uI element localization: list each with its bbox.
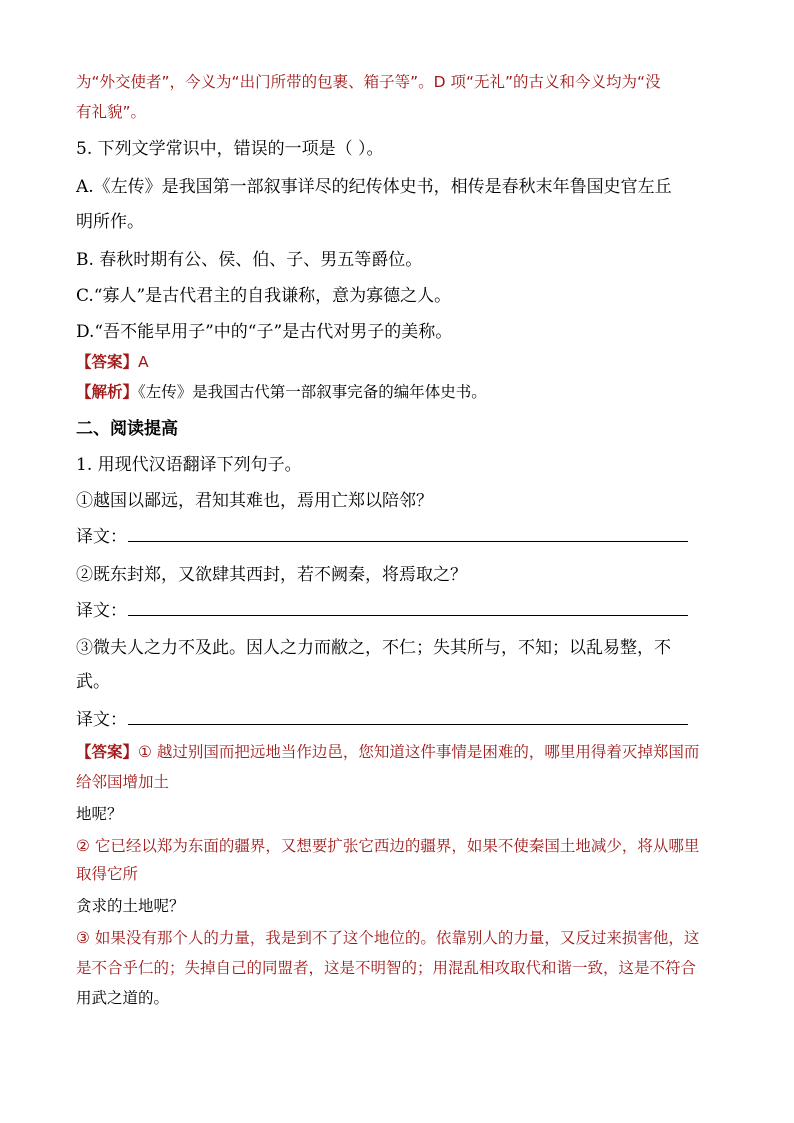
sentence-3: ③微夫人之力不及此。因人之力而敝之，不仁；失其所与，不知；以乱易整，不 [76, 638, 671, 658]
option-a: A.《左传》是我国第一部叙事详尽的纪传体史书，相传是春秋末年鲁国史官左丘 [76, 177, 672, 197]
translation-blank-3[interactable] [128, 724, 688, 725]
sentence-2: ②既东封郑，又欲肆其西封，若不阙秦，将焉取之？ [76, 565, 467, 585]
answer-row [76, 350, 149, 372]
analysis-row [76, 380, 487, 402]
answer-1-text: ① 越过别国而把远地当作边邑，您知道这件事情是困难的，哪里用得着灭掉郑国而 [138, 743, 700, 761]
section-heading: 二、阅读提高 [76, 419, 178, 439]
answer-3-text: ③ 如果没有那个人的力量，我是到不了这个地位的。依靠别人的力量，又反过来损害他，这 [76, 929, 700, 947]
option-c: C.“寡人”是古代君主的自我谦称，意为寡德之人。 [76, 286, 452, 306]
answer-1-row [76, 740, 699, 762]
option-a-cont: 明所作。 [76, 212, 144, 232]
prev-analysis-line: 有礼貌”。 [76, 103, 147, 121]
question-1-stem: 1. 用现代汉语翻译下列句子。 [76, 455, 302, 475]
translation-label: 译文： [76, 710, 127, 730]
translation-label: 译文： [76, 601, 127, 621]
answer-2-text: ② 它已经以郑为东面的疆界，又想要扩张它西边的疆界，如果不使秦国土地减少，将从哪里 [76, 837, 700, 855]
translation-label: 译文： [76, 527, 127, 547]
answer-2-cont: 取得它所 [76, 865, 139, 883]
answer-1-cont: 给邻国增加土 [76, 773, 170, 791]
option-d: D.“吾不能早用子”中的“子”是古代对男子的美称。 [76, 322, 453, 342]
answer-2-cont: 贪求的土地呢？ [76, 897, 185, 915]
answer-1-cont: 地呢？ [76, 805, 123, 823]
answer-3-cont: 是不合乎仁的；失掉自己的同盟者，这是不明智的；用混乱相攻取代和谐一致，这是不符合 [76, 959, 697, 977]
answer-tag: 【答案】 [76, 743, 139, 761]
option-b: B. 春秋时期有公、侯、伯、子、男五等爵位。 [76, 250, 423, 270]
prev-analysis-line: 为“外交使者”，今义为“出门所带的包裹、箱子等”。D 项“无礼”的古义和今义均为“没 [76, 73, 661, 91]
question-5-stem: 5. 下列文学常识中，错误的一项是（ ）。 [76, 139, 384, 159]
answer-value: A [138, 353, 149, 371]
answer-tag: 【答案】 [76, 353, 139, 371]
translation-blank-2[interactable] [128, 615, 688, 616]
sentence-3-cont: 武。 [76, 672, 110, 692]
sentence-1: ①越国以鄙远，君知其难也，焉用亡郑以陪邻？ [76, 491, 433, 511]
analysis-tag: 【解析】 [76, 383, 139, 401]
analysis-text: 《左传》是我国古代第一部叙事完备的编年体史书。 [138, 383, 487, 401]
answer-3-cont: 用武之道的。 [76, 989, 170, 1007]
translation-blank-1[interactable] [128, 541, 688, 542]
